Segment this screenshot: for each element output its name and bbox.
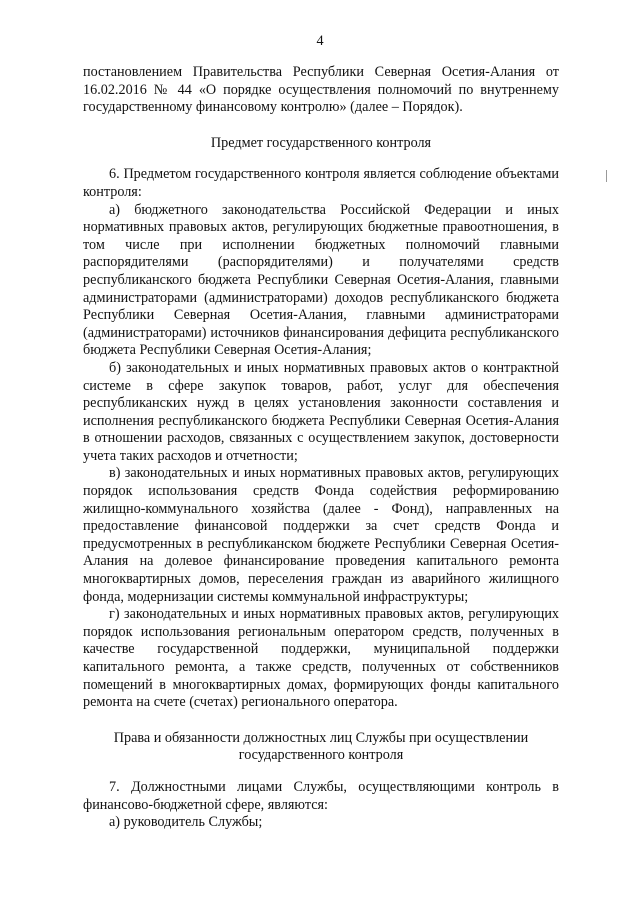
section-heading-subject: Предмет государственного контроля	[210, 134, 432, 151]
section-heading-rights	[83, 730, 559, 765]
section-heading-rights-line2: государственного контроля	[238, 747, 404, 764]
paragraph-6v: в) законодательных и иных нормативных правовых актов, регулирующих порядок использования средств Фонда содействия реформированию жилищно-коммунального хозяйства (далее - Фонд), направленных на предоставление финансовой поддержки за счет средств Фонда и предусмотренных в республиканском бюджете Республики Северная Осетия-Алания на долевое финансирование проведения капитального ремонта многоквартирных домов, переселения граждан из аварийного жилищного фонда, модернизации системы коммунальной инфраструктуры;	[83, 465, 559, 605]
paragraph-7a: а) руководитель Службы;	[109, 814, 263, 831]
paragraph-6b: б) законодательных и иных нормативных правовых актов о контрактной системе в сфере закупок товаров, работ, услуг для обеспечения республиканских нужд в целях установления законности составления и исполнения республиканского бюджета Республики Северная Осетия-Алания в отношении расходов, связанных с осуществлением закупок, достоверности учета таких расходов и отчетности;	[83, 359, 559, 464]
scan-edge-mark	[606, 170, 607, 182]
intro-paragraph: постановлением Правительства Республики Северная Осетия-Алания от 16.02.2016 № 44 «О порядке осуществления полномочий по внутреннему государственному финансовому контролю» (далее – Порядок).	[83, 64, 559, 116]
paragraph-6: 6. Предметом государственного контроля является соблюдение объектами контроля:	[83, 166, 559, 200]
paragraph-6a: а) бюджетного законодательства Российской Федерации и иных нормативных правовых актов, регулирующих бюджетные правоотношения, в том числе при исполнении бюджетных полномочий главными распорядителями (распорядителями) и получателями средств республиканского бюджета Республики Северная Осетия-Алания, главными администраторами (администраторами) доходов республиканского бюджета Республики Северная Осетия-Алания, главными администраторами (администраторами) источников финансирования дефицита республиканского бюджета Республики Северная Осетия-Алания;	[83, 201, 559, 359]
section-heading-rights-line1: Права и обязанности должностных лиц Службы при осуществлении	[113, 729, 529, 746]
document-body	[83, 64, 559, 832]
page-number: 4	[316, 33, 324, 49]
paragraph-7: 7. Должностными лицами Службы, осуществляющими контроль в финансово-бюджетной сфере, являются:	[83, 778, 559, 813]
paragraph-6g: г) законодательных и иных нормативных правовых актов, регулирующих порядок использования региональным оператором средств, полученных в качестве государственной поддержки, муниципальной поддержки капитального ремонта, а также средств, полученных от собственников помещений в многоквартирных домах, формирующих фонды капитального ремонта на счете (счетах) регионального оператора.	[83, 606, 559, 711]
